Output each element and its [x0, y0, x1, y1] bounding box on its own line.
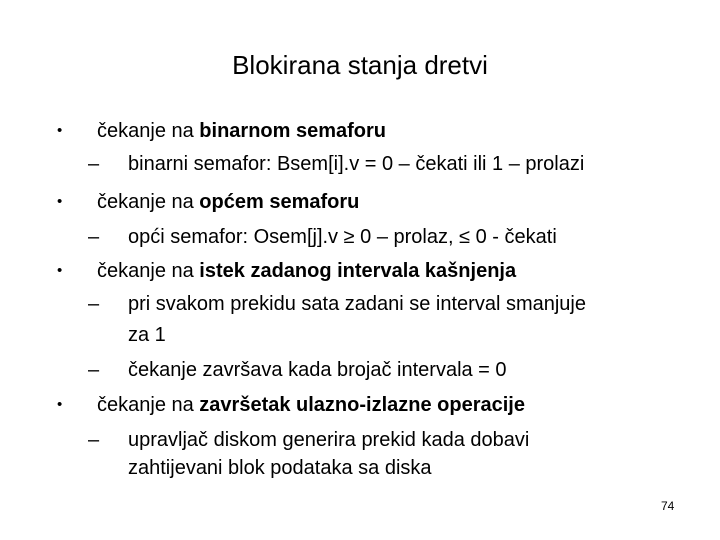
bullet-item-1-emphasis: binarnom semaforu: [199, 120, 386, 142]
bullet-item-2: [97, 189, 359, 215]
sub-item-4-1-line-1: upravljač diskom generira prekid kada dobavi: [128, 429, 530, 451]
slide-title: Blokirana stanja dretvi: [232, 50, 488, 80]
bullet-item-3: [97, 258, 516, 284]
bullet-item-4: [97, 392, 525, 418]
sub-bullet-marker: –: [88, 293, 100, 315]
sub-item-3-2-line-1: čekanje završava kada brojač intervala = 0: [128, 359, 507, 381]
bullet-item-4-prefix: čekanje na: [97, 394, 200, 416]
sub-item-3-1-line-2: za 1: [128, 324, 166, 346]
sub-bullet-marker: –: [88, 359, 100, 381]
bullet-item-3-prefix: čekanje na: [97, 260, 200, 282]
sub-item-3-1-line-1: pri svakom prekidu sata zadani se interval smanjuje: [128, 293, 586, 315]
bullet-marker: •: [57, 122, 63, 139]
bullet-item-2-prefix: čekanje na: [97, 191, 200, 213]
bullet-item-1: [97, 118, 386, 144]
sub-bullet-marker: –: [88, 429, 100, 451]
bullet-item-4-emphasis: završetak ulazno-izlazne operacije: [199, 394, 525, 416]
bullet-item-2-emphasis: općem semaforu: [199, 191, 360, 213]
sub-item-4-1-line-2: zahtijevani blok podataka sa diska: [128, 457, 432, 479]
page-number: 74: [661, 499, 675, 513]
sub-item-2-1-line-1: opći semafor: Osem[j].v ≥ 0 – prolaz, ≤ 0 - čekati: [128, 226, 557, 248]
bullet-marker: •: [57, 396, 63, 413]
bullet-marker: •: [57, 193, 63, 210]
sub-bullet-marker: –: [88, 153, 100, 175]
bullet-marker: •: [57, 262, 63, 279]
sub-bullet-marker: –: [88, 226, 100, 248]
bullet-item-1-prefix: čekanje na: [97, 120, 200, 142]
sub-item-1-1-line-1: binarni semafor: Bsem[i].v = 0 – čekati ili 1 – prolazi: [128, 153, 585, 175]
bullet-item-3-emphasis: istek zadanog intervala kašnjenja: [199, 260, 517, 282]
